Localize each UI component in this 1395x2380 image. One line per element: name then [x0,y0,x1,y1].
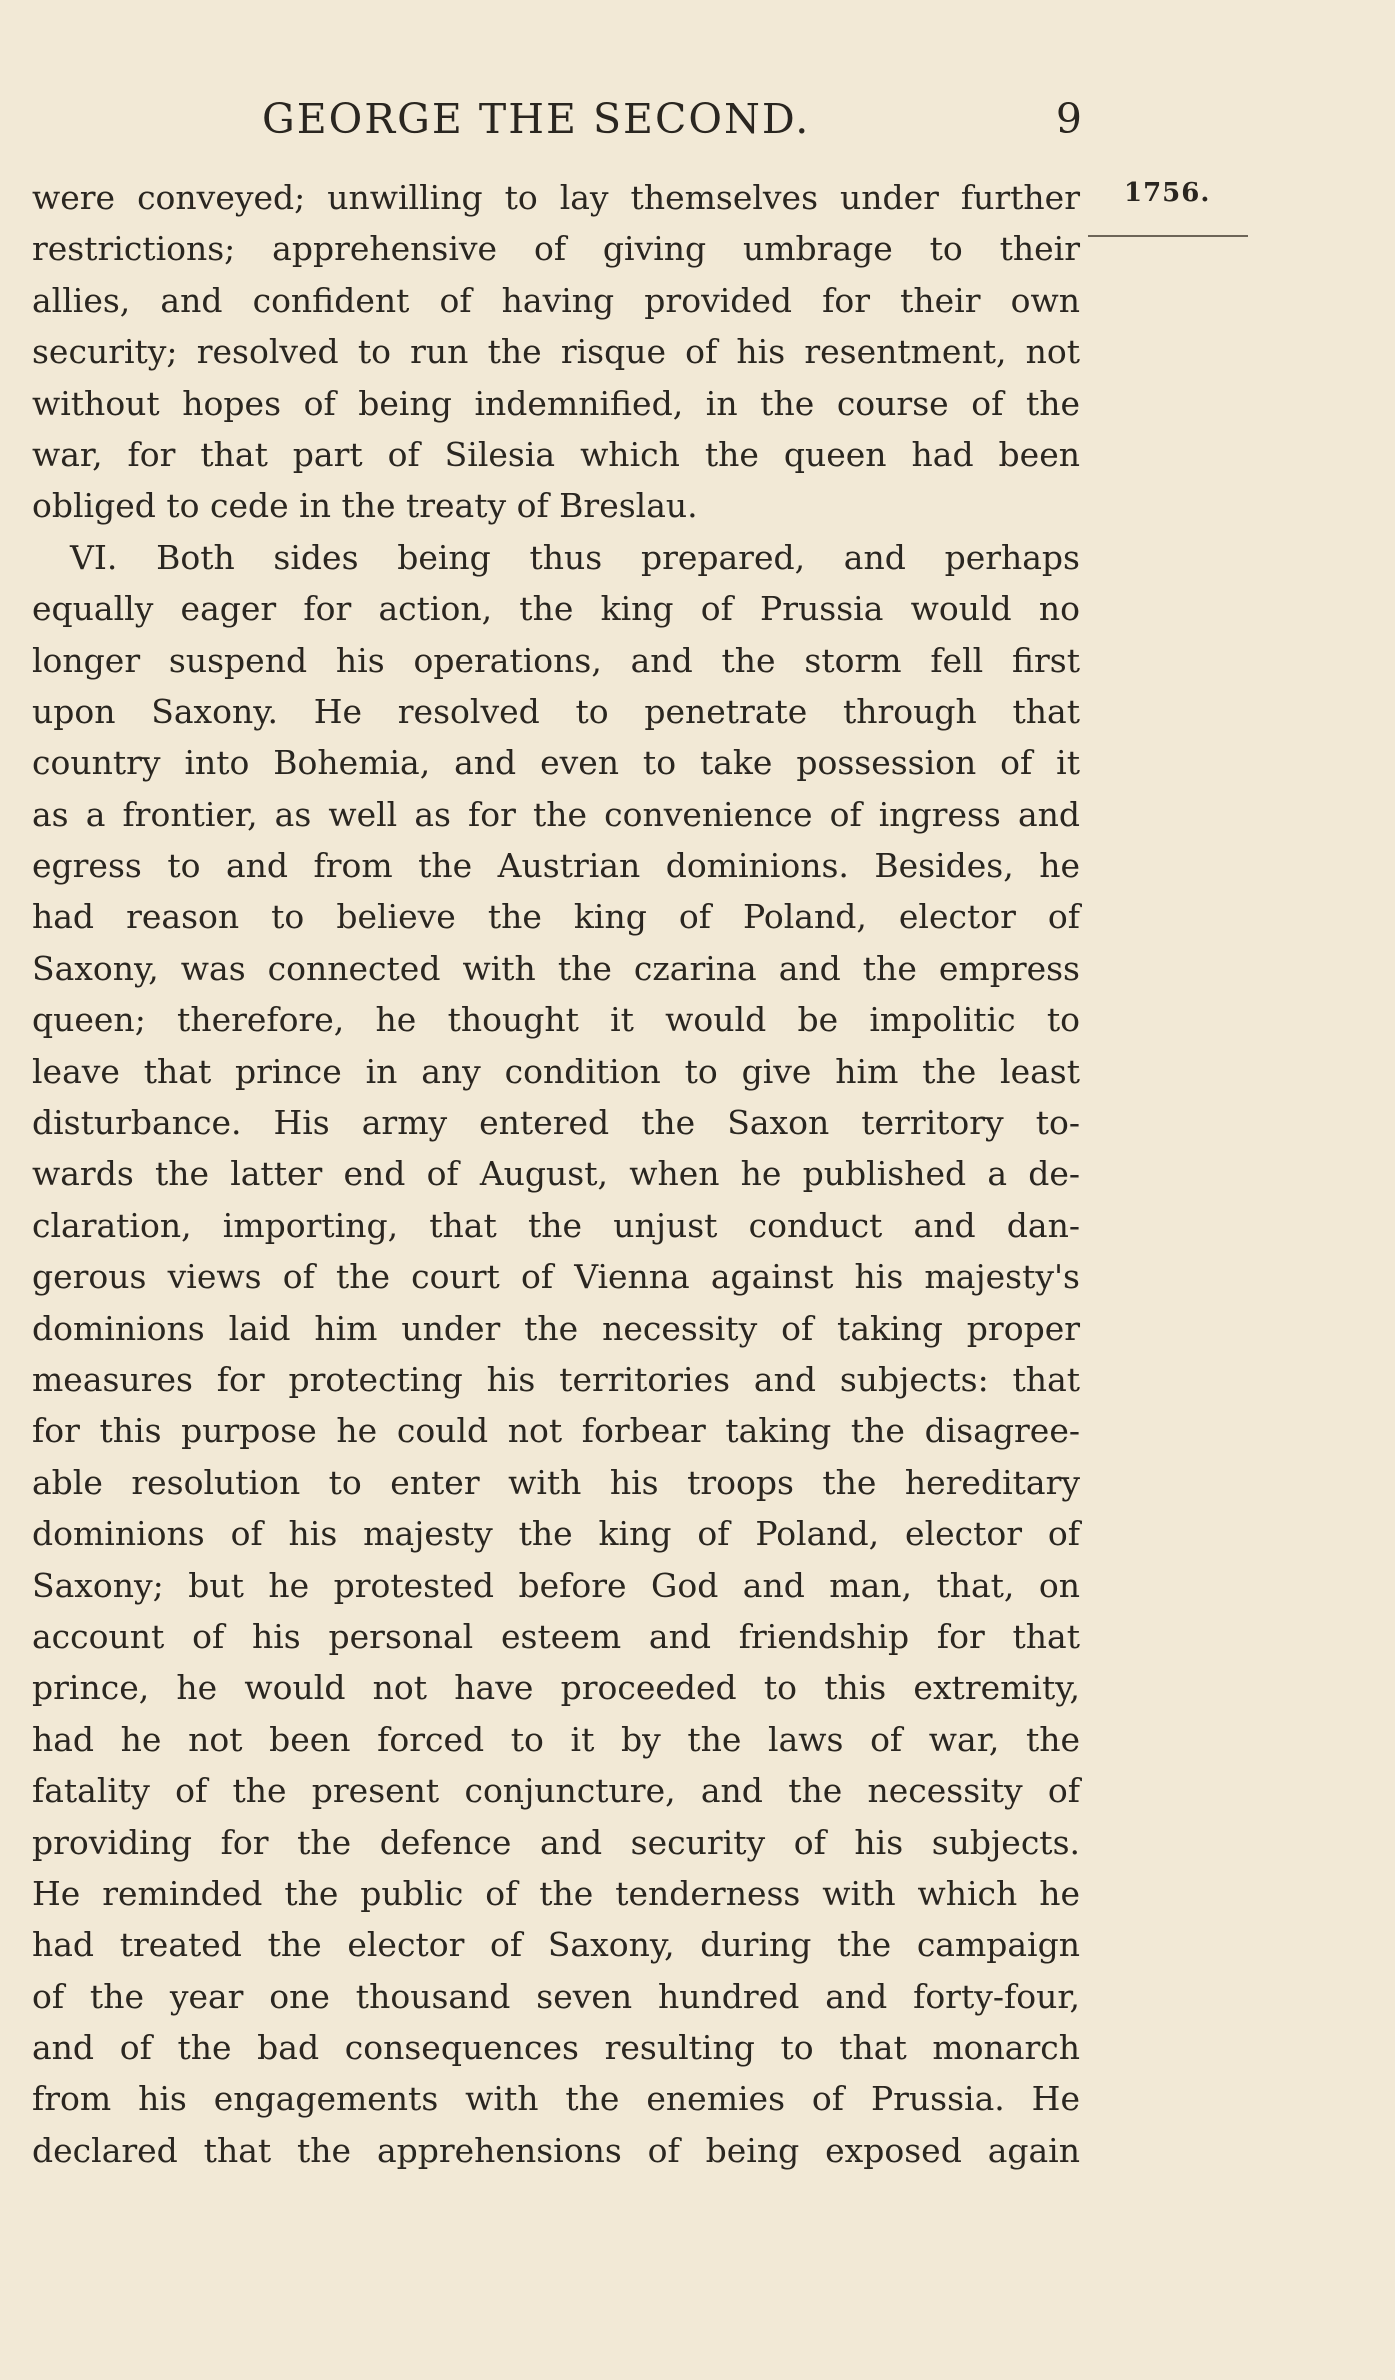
text-line: country into Bohemia, and even to take possession of it [32,743,1080,783]
margin-date: 1756. [1124,178,1211,208]
text-line: providing for the defence and security of his subjects. [32,1822,1080,1862]
text-line: war, for that part of Silesia which the queen had been [32,434,1080,474]
text-line: gerous views of the court of Vienna against his majesty's [32,1257,1080,1297]
text-line: Saxony, was connected with the czarina and the empress [32,948,1080,988]
text-line: restrictions; apprehensive of giving umbrage to their [32,229,1080,269]
text-line: account of his personal esteem and friendship for that [32,1616,1080,1656]
text-line: disturbance. His army entered the Saxon territory to- [32,1103,1080,1143]
section-start-line: VI. Both sides being thus prepared, and perhaps [70,537,1080,577]
text-line: upon Saxony. He resolved to penetrate through that [32,691,1080,731]
text-line: and of the bad consequences resulting to that monarch [32,2028,1080,2068]
text-line: wards the latter end of August, when he published a de- [32,1154,1080,1194]
text-line: without hopes of being indemnified, in the course of the [32,383,1080,423]
text-line: for this purpose he could not forbear taking the disagree- [32,1411,1080,1451]
page-number: 9 [1055,95,1082,143]
text-line: He reminded the public of the tenderness with which he [32,1873,1080,1913]
text-line: measures for protecting his territories and subjects: that [32,1359,1080,1399]
text-line: had reason to believe the king of Poland, elector of [32,897,1080,937]
text-line: had treated the elector of Saxony, during the campaign [32,1925,1080,1965]
text-line: declared that the apprehensions of being exposed again [32,2130,1080,2170]
text-line: were conveyed; unwilling to lay themselves under further [32,178,1080,217]
text-line: Saxony; but he protested before God and man, that, on [32,1565,1080,1605]
text-line: egress to and from the Austrian dominions. Besides, he [32,846,1080,886]
body-text [32,172,1080,2176]
text-line: dominions laid him under the necessity of taking proper [32,1308,1080,1348]
running-title: GEORGE THE SECOND. [262,95,811,143]
text-line: allies, and confident of having provided for their own [32,280,1080,320]
text-line: security; resolved to run the risque of his resentment, not [32,332,1080,372]
text-line: as a frontier, as well as for the convenience of ingress and [32,794,1080,834]
text-line: queen; therefore, he thought it would be impolitic to [32,1000,1080,1040]
text-line: claration, importing, that the unjust conduct and dan- [32,1205,1080,1245]
text-line: of the year one thousand seven hundred and forty-four, [32,1976,1080,2016]
text-line: had he not been forced to it by the laws of war, the [32,1719,1080,1759]
text-line: able resolution to enter with his troops the hereditary [32,1462,1080,1502]
text-line: fatality of the present conjuncture, and the necessity of [32,1771,1080,1811]
text-line: leave that prince in any condition to give him the least [32,1051,1080,1091]
text-line: equally eager for action, the king of Prussia would no [32,589,1080,629]
text-line: dominions of his majesty the king of Poland, elector of [32,1514,1080,1554]
page-header [262,95,1082,155]
margin-rule [1088,235,1248,237]
text-line: prince, he would not have proceeded to this extremity, [32,1668,1080,1708]
text-line: longer suspend his operations, and the storm fell first [32,640,1080,680]
text-line: obliged to cede in the treaty of Breslau. [32,486,698,526]
text-line: from his engagements with the enemies of Prussia. He [32,2079,1080,2119]
